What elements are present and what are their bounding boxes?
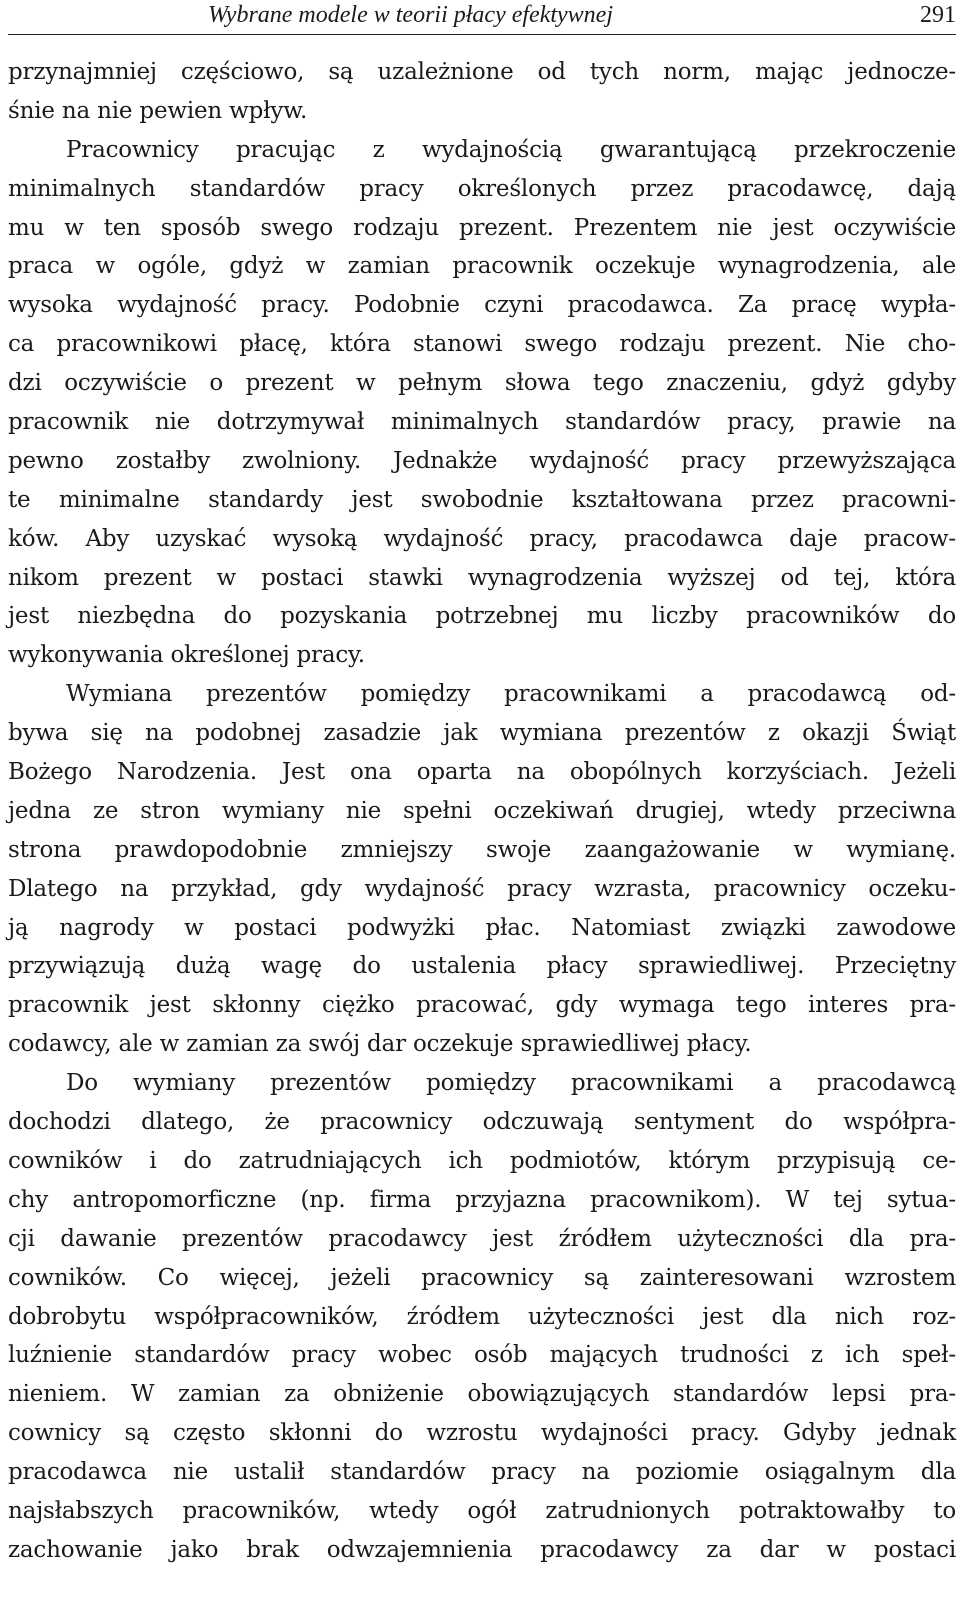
text-line: te minimalne standardy jest swobodnie kształtowana przez pracowni- bbox=[8, 486, 956, 513]
text-line: ca pracownikowi płacę, która stanowi swego rodzaju prezent. Nie cho- bbox=[8, 331, 956, 358]
page-number: 291 bbox=[920, 2, 956, 28]
text-line: chy antropomorficzne (np. firma przyjazna pracownikom). W tej sytua- bbox=[8, 1186, 956, 1213]
text-line: jedna ze stron wymiany nie spełni oczekiwań drugiej, wtedy przeciwna bbox=[8, 797, 956, 824]
text-line: śnie na nie pewien wpływ. bbox=[8, 97, 308, 124]
text-line: pracownik jest skłonny ciężko pracować, gdy wymaga tego interes pra- bbox=[8, 992, 956, 1019]
text-line: dzi oczywiście o prezent w pełnym słowa tego znaczeniu, gdyż gdyby bbox=[8, 370, 956, 397]
text-line: mu w ten sposób swego rodzaju prezent. Prezentem nie jest oczywiście bbox=[8, 214, 956, 241]
text-line: jest niezbędna do pozyskania potrzebnej mu liczby pracowników do bbox=[8, 603, 956, 630]
text-line: Do wymiany prezentów pomiędzy pracownikami a pracodawcą bbox=[66, 1070, 956, 1097]
paragraph bbox=[8, 675, 956, 1064]
text-line: najsłabszych pracowników, wtedy ogół zatrudnionych potraktowałby to bbox=[8, 1497, 956, 1524]
text-line: nieniem. W zamian za obniżenie obowiązujących standardów lepsi pra- bbox=[8, 1381, 956, 1408]
paragraph bbox=[8, 53, 956, 131]
text-line: dobrobytu współpracowników, źródłem użyteczności jest dla nich roz- bbox=[8, 1303, 956, 1330]
running-header bbox=[8, 0, 956, 35]
text-line: wysoka wydajność pracy. Podobnie czyni pracodawca. Za pracę wypła- bbox=[8, 292, 956, 319]
text-line: cownicy są często skłonni do wzrostu wydajności pracy. Gdyby jednak bbox=[8, 1420, 956, 1447]
text-line: przywiązują dużą wagę do ustalenia płacy sprawiedliwej. Przeciętny bbox=[8, 953, 956, 980]
text-line: minimalnych standardów pracy określonych przez pracodawcę, dają bbox=[8, 175, 956, 202]
text-line: cowników. Co więcej, jeżeli pracownicy są zainteresowani wzrostem bbox=[8, 1264, 956, 1291]
body-text bbox=[8, 53, 956, 1570]
text-line: ków. Aby uzyskać wysoką wydajność pracy, pracodawca daje pracow- bbox=[8, 525, 956, 552]
text-line: cowników i do zatrudniających ich podmiotów, którym przypisują ce- bbox=[8, 1147, 956, 1174]
text-line: przynajmniej częściowo, są uzależnione od tych norm, mając jednocze- bbox=[8, 59, 956, 85]
text-line: wykonywania określonej pracy. bbox=[8, 642, 365, 669]
running-title: Wybrane modele w teorii płacy efektywnej bbox=[208, 2, 613, 28]
text-line: luźnienie standardów pracy wobec osób mających trudności z ich speł- bbox=[8, 1342, 956, 1369]
text-line: pracownik nie dotrzymywał minimalnych standardów pracy, prawie na bbox=[8, 409, 956, 436]
text-line: Pracownicy pracując z wydajnością gwarantującą przekroczenie bbox=[66, 136, 956, 163]
text-line: bywa się na podobnej zasadzie jak wymiana prezentów z okazji Świąt bbox=[8, 720, 956, 747]
text-line: cji dawanie prezentów pracodawcy jest źródłem użyteczności dla pra- bbox=[8, 1225, 956, 1252]
text-line: strona prawdopodobnie zmniejszy swoje zaangażowanie w wymianę. bbox=[8, 836, 956, 863]
text-line: ją nagrody w postaci podwyżki płac. Natomiast związki zawodowe bbox=[8, 914, 956, 941]
text-line: pewno zostałby zwolniony. Jednakże wydajność pracy przewyższająca bbox=[8, 447, 956, 474]
text-line: Bożego Narodzenia. Jest ona oparta na obopólnych korzyściach. Jeżeli bbox=[8, 759, 956, 786]
text-line: Wymiana prezentów pomiędzy pracownikami a pracodawcą od- bbox=[66, 681, 956, 708]
paragraph bbox=[8, 1064, 956, 1570]
text-line: nikom prezent w postaci stawki wynagrodzenia wyższej od tej, która bbox=[8, 564, 956, 591]
text-line: Dlatego na przykład, gdy wydajność pracy wzrasta, pracownicy oczeku- bbox=[8, 875, 956, 902]
document-page bbox=[8, 0, 956, 1570]
paragraph bbox=[8, 131, 956, 675]
text-line: dochodzi dlatego, że pracownicy odczuwają sentyment do współpra- bbox=[8, 1109, 956, 1136]
text-line: codawcy, ale w zamian za swój dar oczekuje sprawiedliwej płacy. bbox=[8, 1031, 752, 1058]
text-line: zachowanie jako brak odwzajemnienia pracodawcy za dar w postaci bbox=[8, 1536, 956, 1563]
text-line: pracodawca nie ustalił standardów pracy na poziomie osiągalnym dla bbox=[8, 1459, 956, 1486]
text-line: praca w ogóle, gdyż w zamian pracownik oczekuje wynagrodzenia, ale bbox=[8, 253, 956, 280]
